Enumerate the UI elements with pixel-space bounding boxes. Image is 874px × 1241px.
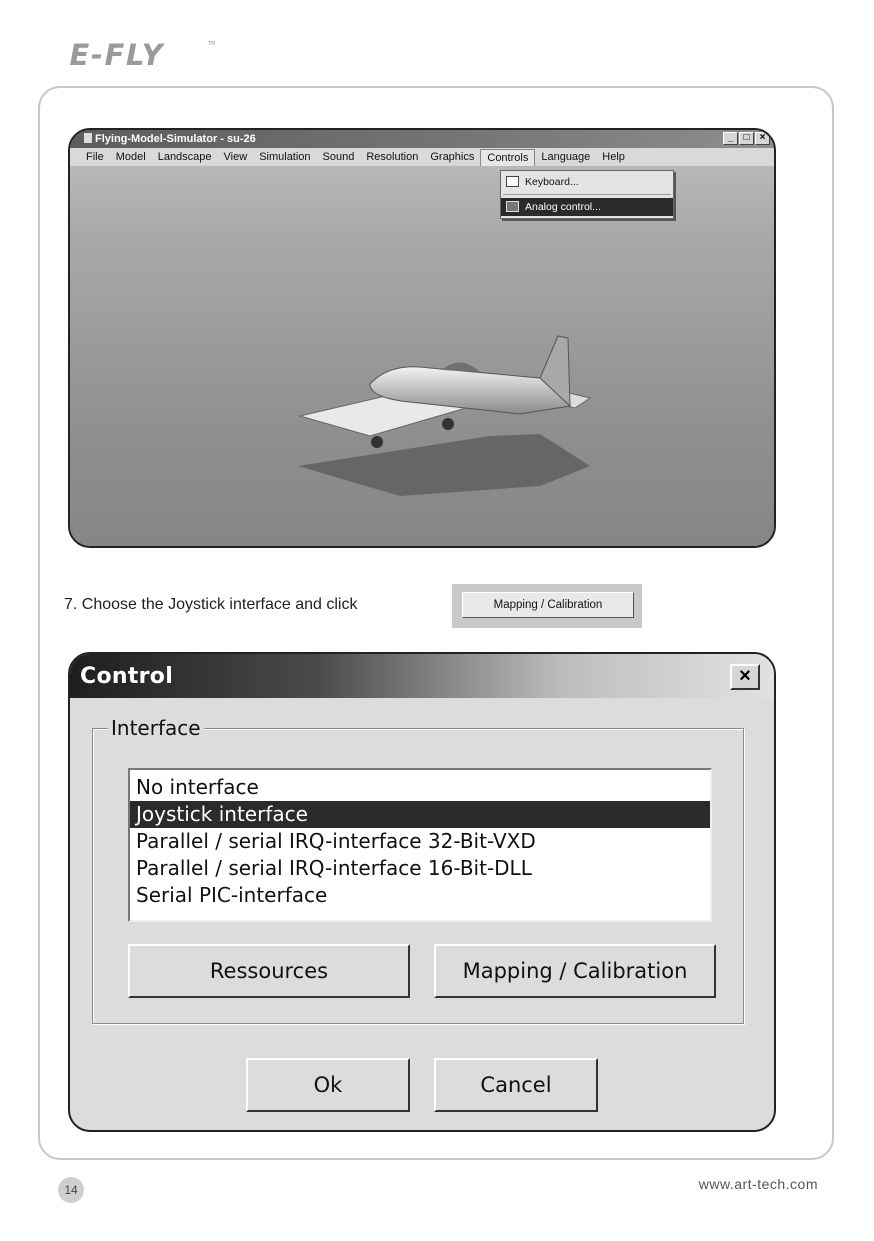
dropdown-item-analog-control[interactable] [501, 198, 673, 216]
page-number: 14 [58, 1177, 84, 1203]
joystick-icon [506, 201, 519, 212]
maximize-button[interactable]: □ [739, 132, 754, 145]
mapping-calibration-button[interactable]: Mapping / Calibration [434, 944, 716, 998]
dialog-close-button[interactable]: × [730, 664, 760, 690]
step-instruction: 7. Choose the Joystick interface and click [64, 596, 358, 613]
menu-sound[interactable]: Sound [322, 151, 355, 163]
ressources-button[interactable]: Ressources [128, 944, 410, 998]
minimize-button[interactable]: _ [723, 132, 738, 145]
menu-file[interactable]: File [86, 151, 104, 163]
svg-text:E-FLY: E-FLY [69, 38, 165, 72]
menu-model[interactable]: Model [115, 151, 146, 163]
interface-listbox[interactable] [128, 768, 712, 922]
inline-button-frame [452, 584, 642, 628]
menu-landscape[interactable]: Landscape [157, 151, 212, 163]
dropdown-divider [503, 194, 671, 195]
sim-title: Flying-Model-Simulator - su-26 [95, 133, 256, 145]
app-icon [84, 133, 92, 143]
dropdown-item-keyboard[interactable] [501, 173, 673, 191]
menu-language[interactable]: Language [541, 151, 591, 163]
controls-dropdown [500, 170, 674, 219]
menu-controls[interactable]: Controls [480, 149, 535, 166]
control-dialog [68, 652, 776, 1132]
keyboard-icon [506, 176, 519, 187]
simulator-window [68, 128, 776, 548]
sim-titlebar [70, 130, 774, 148]
sim-menubar [70, 148, 774, 166]
interface-group-label: Interface [108, 716, 204, 740]
mapping-calibration-inline-button[interactable]: Mapping / Calibration [462, 592, 634, 618]
list-item[interactable]: Parallel / serial IRQ-interface 32-Bit-VXD [136, 829, 536, 853]
e-fly-logo [56, 38, 236, 72]
list-item[interactable]: Serial PIC-interface [136, 883, 328, 907]
dialog-titlebar [70, 654, 774, 698]
website-url: www.art-tech.com [698, 1176, 818, 1192]
cancel-button[interactable]: Cancel [434, 1058, 598, 1112]
flight-scene [70, 166, 774, 546]
dropdown-label: Keyboard... [525, 176, 579, 188]
list-item[interactable]: Joystick interface [130, 801, 710, 828]
menu-simulation[interactable]: Simulation [259, 151, 311, 163]
ok-button[interactable]: Ok [246, 1058, 410, 1112]
menu-view[interactable]: View [223, 151, 248, 163]
close-button[interactable]: × [755, 132, 770, 145]
menu-graphics[interactable]: Graphics [430, 151, 475, 163]
list-item[interactable]: Parallel / serial IRQ-interface 16-Bit-DLL [136, 856, 532, 880]
airplane-illustration [70, 166, 774, 546]
dropdown-label: Analog control... [525, 201, 601, 213]
menu-help[interactable]: Help [602, 151, 625, 163]
menu-resolution[interactable]: Resolution [366, 151, 419, 163]
dialog-title: Control [80, 664, 174, 689]
svg-text:TM: TM [208, 40, 216, 47]
list-item[interactable]: No interface [136, 775, 259, 799]
